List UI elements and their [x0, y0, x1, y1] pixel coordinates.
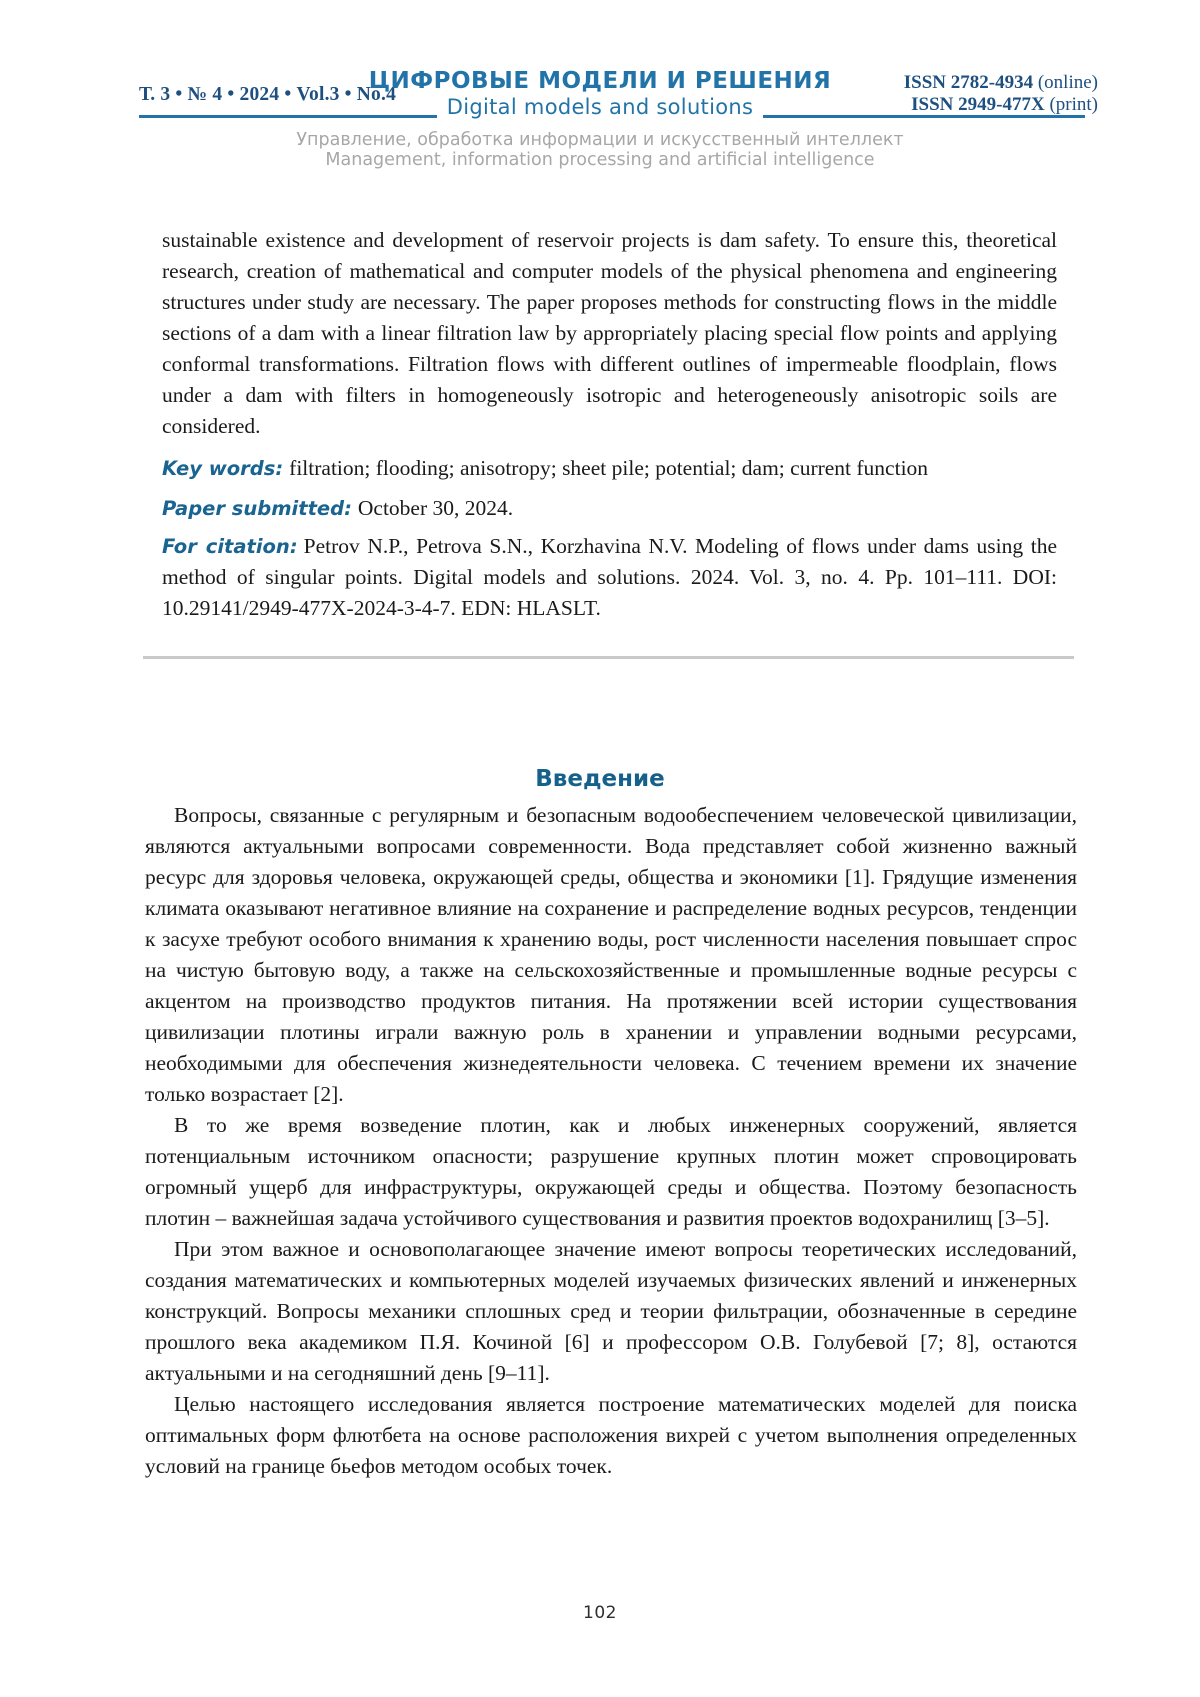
section-title-en: Management, information processing and artificial intelligence	[325, 149, 875, 170]
intro-paragraph-2: В то же время возведение плотин, как и любых инженерных сооружений, является потенциальным источником опасности; разрушение крупных плотин может спровоцировать огромный ущерб для инфраструктуры, окружающей среды и общества. Поэтому безопасность плотин – важнейшая задача устойчивого существования и развития проектов водохранилищ [3–5].	[145, 1113, 1077, 1230]
page-number: 102	[583, 1603, 617, 1623]
submitted-date: October 30, 2024.	[357, 496, 514, 520]
journal-title-ru: ЦИФРОВЫЕ МОДЕЛИ И РЕШЕНИЯ	[368, 68, 832, 94]
citation-label: For citation:	[162, 535, 298, 558]
section-header	[0, 131, 1200, 170]
issue-info: Т. 3 • № 4 • 2024 • Vol.3 • No.4	[139, 84, 397, 105]
intro-paragraph-4: Целью настоящего исследования является построение математических моделей для поиска оптимальных форм флютбета на основе расположения вихрей с учетом выполнения определенных условий на границе бьефов методом особых точек.	[145, 1392, 1077, 1478]
issn-print-number: ISSN 2949-477X	[911, 94, 1045, 115]
issn-online-number: ISSN 2782-4934	[903, 72, 1034, 93]
introduction-heading: Введение	[535, 766, 665, 792]
submitted-line	[162, 493, 1057, 524]
section-divider	[143, 656, 1074, 659]
issn-online	[904, 72, 1098, 94]
intro-paragraph-1: Вопросы, связанные с регулярным и безопасным водообеспечением человеческой цивилизации, являются актуальными вопросами современности. Вода представляет собой жизненно важный ресурс для здоровья человека, окружающей среды, общества и экономики [1]. Грядущие изменения климата оказывают негативное влияние на сохранение и распределение водных ресурсов, тенденции к засухе требуют особого внимания к хранению воды, рост численности населения повышает спрос на чистую бытовую воду, а также на сельскохозяйственные и промышленные водные ресурсы с акцентом на производство продуктов питания. На протяжении всей истории существования цивилизации плотины играли важную роль в хранении и управлении водными ресурсами, необходимыми для обеспечения жизнедеятельности человека. С течением времени их значение только возрастает [2].	[145, 803, 1077, 1106]
issn-print-suffix: (print)	[1049, 94, 1098, 115]
issn-online-suffix: (online)	[1037, 72, 1098, 93]
introduction-body	[145, 800, 1077, 1482]
citation-block	[162, 531, 1057, 624]
journal-title-en-text: Digital models and solutions	[437, 95, 763, 119]
submitted-label: Paper submitted:	[162, 497, 352, 520]
keywords-line	[162, 453, 1057, 484]
abstract-text: sustainable existence and development of reservoir projects is dam safety. To ensure this, theoretical research, creation of mathematical and computer models of the physical phenomena and engineering structures under study are necessary. The paper proposes methods for constructing flows in the middle sections of a dam with a linear filtration law by appropriately placing special flow points and applying conformal transformations. Filtration flows with different outlines of impermeable floodplain, flows under a dam with filters in homogeneously isotropic and heterogeneously anisotropic soils are considered.	[162, 228, 1057, 438]
keywords-text: filtration; flooding; anisotropy; sheet pile; potential; dam; current function	[289, 456, 929, 480]
intro-paragraph-3: При этом важное и основополагающее значение имеют вопросы теоретических исследований, создания математических и компьютерных моделей изучаемых физических явлений и инженерных конструкций. Вопросы механики сплошных сред и теории фильтрации, обозначенные в середине прошлого века академиком П.Я. Кочиной [6] и профессором О.В. Голубевой [7; 8], остаются актуальными и на сегодняшний день [9–11].	[145, 1237, 1077, 1385]
journal-title-en	[0, 95, 1200, 119]
section-title-ru: Управление, обработка информации и искусственный интеллект	[296, 130, 904, 150]
keywords-label: Key words:	[162, 457, 284, 480]
citation-text: Petrov N.P., Petrova S.N., Korzhavina N.V. Modeling of flows under dams using the method of singular points. Digital models and solutions. 2024. Vol. 3, no. 4. Pp. 101–111. DOI: 10.29141/2949-477X-2024-3-4-7. EDN: HLASLT.	[162, 534, 1057, 620]
